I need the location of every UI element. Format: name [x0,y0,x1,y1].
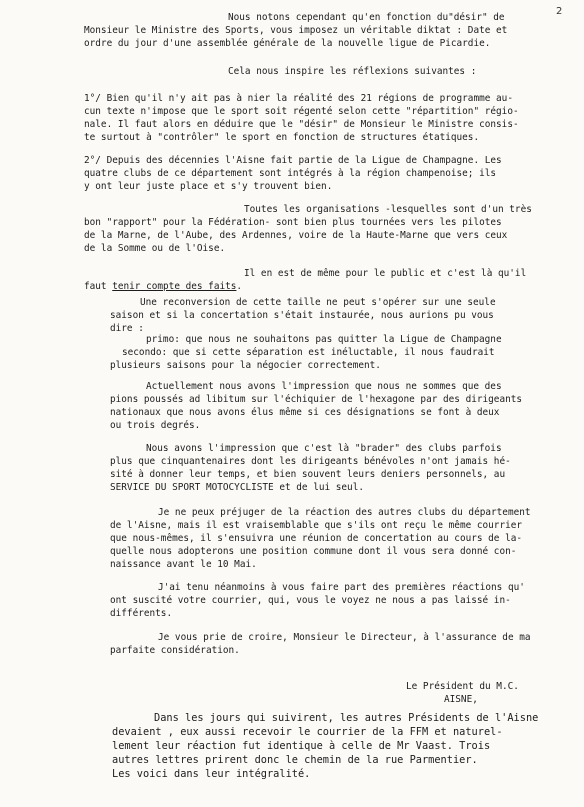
paragraph-line: Nous avons l'impression que c'est là "brader" des clubs parfois [146,443,502,454]
closing-note-line: lement leur réaction fut identique à celle de Mr Vaast. Trois [112,740,491,752]
closing-note-line: Les voici dans leur intégralité. [112,768,311,780]
paragraph-line: Il en est de même pour le public et c'est là qu'il [244,268,527,279]
paragraph-line: te surtout à "contrôler" le sport en fonction de structures étatiques. [84,132,480,143]
paragraph-line: ordre du jour d'une assemblée générale de la nouvelle ligue de Picardie. [84,38,491,49]
paragraph-line: de la Somme ou de l'Oise. [84,243,226,254]
paragraph-line: plusieurs saisons pour la négocier correctement. [110,360,381,371]
closing-note-line: devaient , eux aussi recevoir le courrier de la FFM et naturel- [112,726,503,738]
list-item-secondo: secondo: que si cette séparation est inéluctable, il nous faudrait [122,347,495,358]
paragraph-line: différents. [110,608,173,619]
paragraph-line: naissance avant le 10 Mai. [110,559,257,570]
paragraph-line: Toutes les organisations -lesquelles sont d'un très [244,204,532,215]
paragraph-line: 1°/ Bien qu'il n'y ait pas à nier la réalité des 21 régions de programme au- [84,93,513,104]
paragraph-line: quelle nous adopterons une position commune dont il vous sera donné con- [110,546,517,557]
paragraph-line: 2°/ Depuis des décennies l'Aisne fait partie de la Ligue de Champagne. Les [84,155,502,166]
paragraph-line: ou trois degrés. [110,420,201,431]
paragraph-line: Une reconversion de cette taille ne peut s'opérer sur une seule [140,297,496,308]
paragraph-text: faut [84,281,113,292]
paragraph-line: bon "rapport" pour la Fédération- sont bien plus tournées vers les pilotes [84,217,502,228]
page-number: 2 [556,6,563,17]
paragraph-line: Je vous prie de croire, Monsieur le Directeur, à l'assurance de ma [158,632,531,643]
paragraph-line: Monsieur le Ministre des Sports, vous imposez un véritable diktat : Date et [84,25,508,36]
signature-title: Le Président du M.C. [406,681,519,692]
paragraph-line: pions poussés ad libitum sur l'échiquier de l'hexagone par des dirigeants [110,394,523,405]
paragraph-line [84,281,242,293]
paragraph-text: . [236,281,243,292]
underlined-phrase: tenir compte des faits [112,281,237,292]
paragraph-line: cun texte n'impose que le sport soit régenté selon cette "répartition" régio- [84,106,519,117]
paragraph-line: quatre clubs de ce département sont intégrés à la région champenoise; ils [84,168,497,179]
paragraph-line: parfaite considération. [110,645,240,656]
paragraph-line: dire : [110,323,144,334]
paragraph-line: que nous-mêmes, il s'ensuivra une réunion de concertation au cours de la- [110,533,523,544]
closing-note-line: Dans les jours qui suivirent, les autres Présidents de l'Aisne [154,712,539,724]
paragraph-line: de la Marne, de l'Aube, des Ardennes, voire de la Haute-Marne que vers ceux [84,230,508,241]
paragraph-line: Je ne peux préjuger de la réaction des autres clubs du département [158,507,531,518]
paragraph-line: de l'Aisne, mais il est vraisemblable que s'ils ont reçu le même courrier [110,520,523,531]
paragraph-line: nale. Il faut alors en déduire que le "désir" de Monsieur le Ministre consis- [84,119,519,130]
paragraph-line: nationaux que nous avons élus même si ces désignations se font à deux [110,407,500,418]
paragraph-line: y ont leur juste place et s'y trouvent bien. [84,181,333,192]
closing-note-line: autres lettres prirent donc le chemin de la rue Parmentier. [112,754,478,766]
paragraph-line: saison et si la concertation s'était instaurée, nous aurions pu vous [110,310,494,321]
paragraph-line: Nous notons cependant qu'en fonction du"désir" de [228,12,505,23]
paragraph-line: SERVICE DU SPORT MOTOCYCLISTE et de lui seul. [110,482,364,493]
list-item-primo: primo: que nous ne souhaitons pas quitter la Ligue de Champagne [146,334,502,345]
signature-club: AISNE, [444,694,478,705]
paragraph-line: ont suscité votre courrier, qui, vous le voyez ne nous a pas laissé in- [110,595,511,606]
paragraph-line: Cela nous inspire les réflexions suivantes : [228,66,477,77]
paragraph-line: J'ai tenu néanmoins à vous faire part des premières réactions qu' [158,582,525,593]
paragraph-line: Actuellement nous avons l'impression que nous ne sommes que des [146,381,502,392]
paragraph-line: plus que cinquantenaires dont les dirigeants bénévoles n'ont jamais hé- [110,456,511,467]
paragraph-line: sité à donner leur temps, et bien souvent leurs deniers personnels, au [110,469,506,480]
